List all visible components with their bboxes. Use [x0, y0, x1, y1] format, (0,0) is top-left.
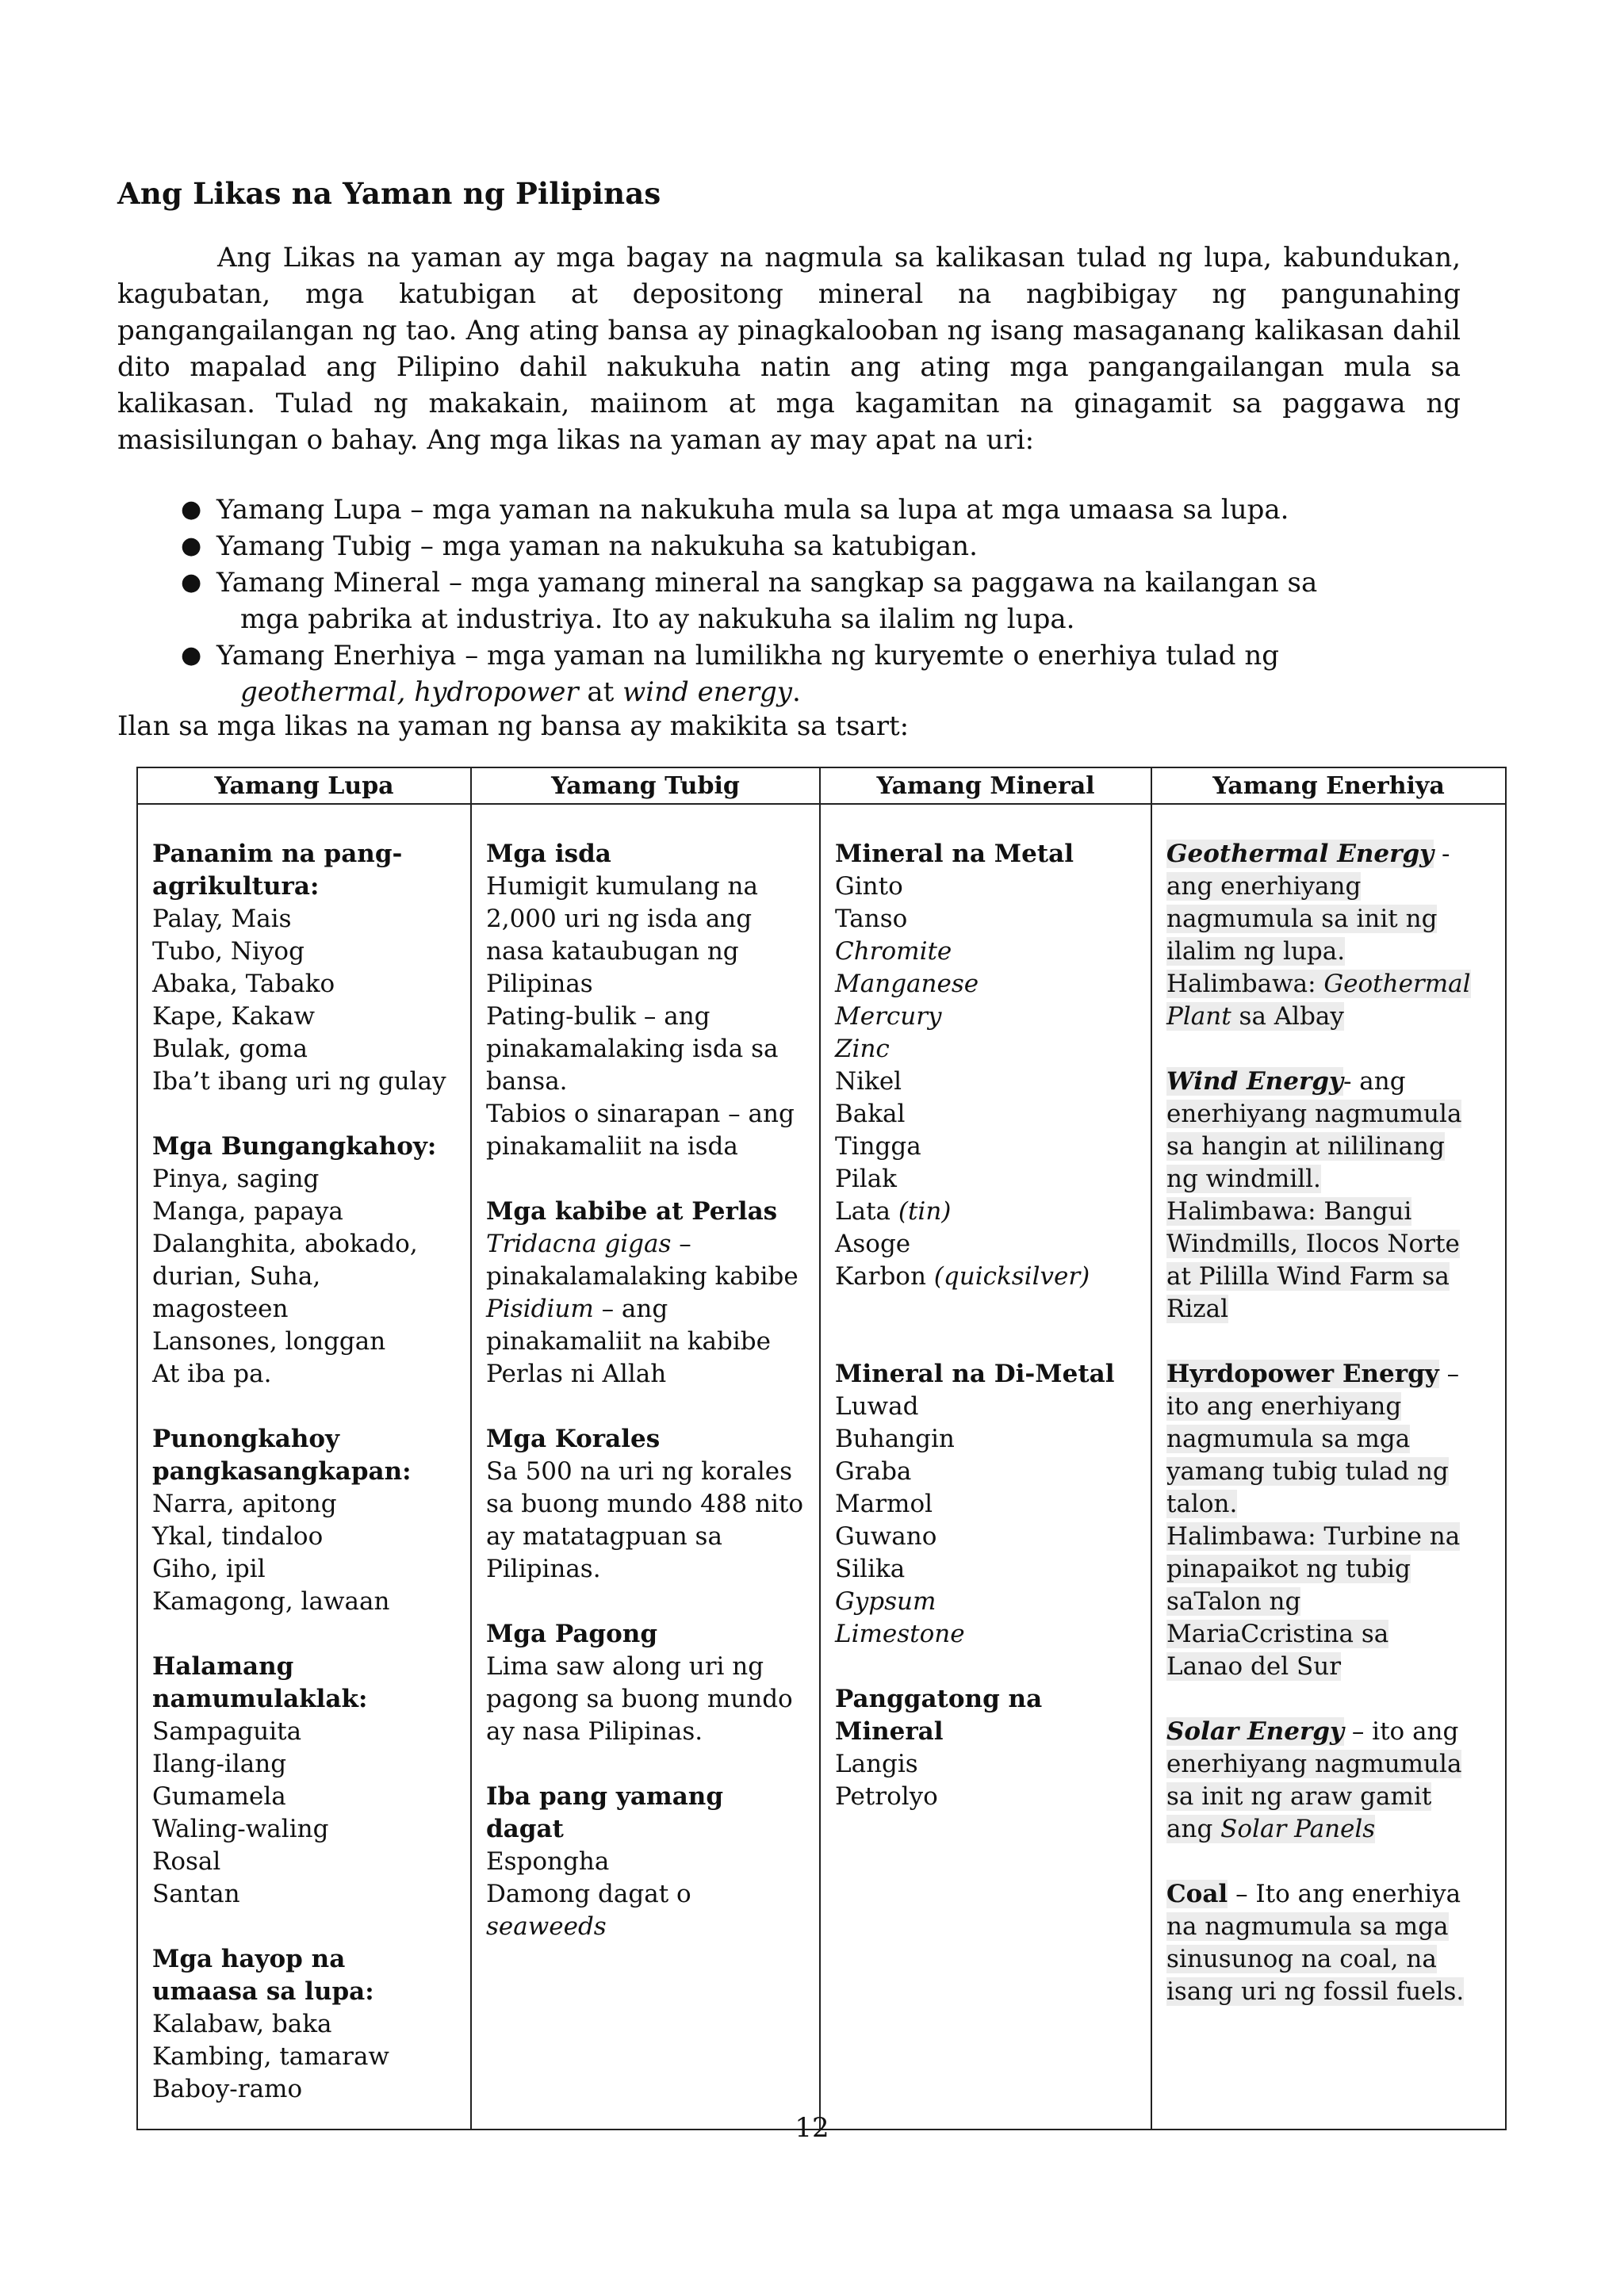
list-item: [1166, 1358, 1494, 1391]
resources-table: [136, 767, 1507, 2130]
energy-desc: - ang: [1342, 1067, 1406, 1096]
list-item: [181, 492, 1461, 528]
list-item: Chromite: [835, 937, 952, 966]
list-item: Humigit kumulang na 2,000 uri ng isda ang nasa kataubugan ng Pilipinas: [486, 872, 758, 998]
list-item: Dalanghita, abokado, durian, Suha, magosteen: [152, 1230, 418, 1323]
section-title: Mineral na Metal: [835, 840, 1074, 868]
list-item: [1166, 1163, 1494, 1196]
list-item: Tanso: [835, 905, 908, 933]
list-item: [1166, 838, 1494, 871]
energy-example: [1166, 970, 1471, 998]
section-title: Mga Bungangkahoy:: [152, 1132, 437, 1161]
resource-types-list: [181, 492, 1461, 710]
list-item: [1166, 1293, 1494, 1326]
cell-yamang-mineral: [820, 804, 1151, 2130]
list-item: [1166, 1456, 1494, 1488]
energy-desc-line: isang uri ng fossil fuels.: [1166, 1977, 1465, 2006]
bullet-enerhiya: Yamang Enerhiya – mga yaman na lumilikha ng kuryemte o enerhiya tulad ng: [216, 640, 1280, 672]
list-item: [1166, 1131, 1494, 1163]
energy-example: [1166, 1002, 1344, 1031]
bullet-icon: ●: [181, 568, 202, 596]
list-item: [1166, 1391, 1494, 1423]
species-name: Tridacna gigas: [486, 1230, 672, 1258]
bullet-icon: ●: [181, 496, 202, 523]
list-item: Ykal, tindaloo: [152, 1522, 324, 1551]
energy-desc-line: Windmills, Ilocos Norte: [1166, 1230, 1460, 1258]
list-item: Bulak, goma: [152, 1035, 308, 1063]
list-item: [1166, 936, 1494, 968]
list-item: Guwano: [835, 1522, 937, 1551]
list-item: Giho, ipil: [152, 1555, 266, 1583]
energy-title-geothermal: Geothermal Energy: [1166, 840, 1434, 868]
list-item: [1166, 1521, 1494, 1553]
list-item: Tingga: [835, 1132, 921, 1161]
list-item: Tabios o sinarapan – ang pinakamaliit na isda: [486, 1100, 795, 1161]
list-item: Espongha: [486, 1847, 610, 1876]
chart-lead-text: Ilan sa mga likas na yaman ng bansa ay makikita sa tsart:: [117, 710, 910, 742]
section-title: Mga hayop na umaasa sa lupa:: [152, 1945, 374, 2006]
list-item: Kape, Kakaw: [152, 1002, 315, 1031]
list-item: seaweeds: [486, 1912, 607, 1941]
period: .: [791, 676, 801, 708]
energy-desc-line: ilalim ng lupa.: [1166, 937, 1346, 966]
list-item: [1166, 1976, 1494, 2008]
list-item: [1166, 1586, 1494, 1618]
list-item: [1166, 1618, 1494, 1651]
list-item: Damong dagat o: [486, 1880, 691, 1908]
page-title: Ang Likas na Yaman ng Pilipinas: [117, 176, 661, 211]
section-title: Mga kabibe at Perlas: [486, 1197, 778, 1226]
header-yamang-mineral: Yamang Mineral: [820, 767, 1151, 804]
list-item: Perlas ni Allah: [486, 1360, 667, 1388]
list-item: Baboy-ramo: [152, 2075, 303, 2103]
list-item: Pinya, saging: [152, 1165, 320, 1193]
list-item: Ginto: [835, 872, 903, 901]
list-item: [1166, 1066, 1494, 1098]
bullet-icon: ●: [181, 532, 202, 560]
list-item: Gypsum: [835, 1587, 936, 1616]
list-item: [1166, 1781, 1494, 1813]
page-number: 12: [795, 2112, 829, 2144]
list-item: [1166, 1098, 1494, 1131]
energy-desc-line: enerhiyang nagmumula: [1166, 1750, 1462, 1778]
intro-text: Ang Likas na yaman ay mga bagay na nagmula sa kalikasan tulad ng lupa, kabundukan, kagubatan, mga katubigan at depositong mineral na nagbibigay ng pangunahing pangangailangan ng tao. Ang ating bansa ay pinagkalooban ng isang masaganang kalikasan dahil dito mapalad ang Pilipino dahil nakukuha natin ang ating mga pangangailangan mula sa kalikasan. Tulad ng makakain, maiinom at mga kagamitan na ginagamit sa paggawa ng masisilungan o bahay. Ang mga likas na yaman ay may apat na uri:: [117, 242, 1461, 456]
list-item: [1166, 1196, 1494, 1228]
list-item: Silika: [835, 1555, 906, 1583]
energy-title-hydropower: Hyrdopower Energy: [1166, 1360, 1439, 1388]
list-item: [1166, 903, 1494, 936]
dash: –: [1438, 1360, 1460, 1388]
list-item: [1166, 1878, 1494, 1911]
list-item: [1166, 968, 1494, 1001]
energy-desc-line: Halimbawa: Turbine na: [1166, 1522, 1461, 1551]
table-header-row: [137, 767, 1506, 804]
section-title: Punongkahoy pangkasangkapan:: [152, 1425, 412, 1486]
list-item: [1166, 1651, 1494, 1683]
bullet-icon: ●: [181, 641, 202, 669]
list-item: [1166, 1261, 1494, 1293]
header-yamang-tubig: Yamang Tubig: [471, 767, 820, 804]
cell-yamang-tubig: [471, 804, 820, 2130]
list-item: Langis: [835, 1750, 918, 1778]
header-yamang-lupa: Yamang Lupa: [137, 767, 471, 804]
list-item: [1166, 1813, 1494, 1846]
energy-desc-line: ng windmill.: [1166, 1165, 1321, 1193]
section-title: Mga isda: [486, 840, 611, 868]
list-item: Ilang-ilang: [152, 1750, 287, 1778]
list-item: Tubo, Niyog: [152, 937, 304, 966]
energy-desc-line: nagmumula sa init ng: [1166, 905, 1438, 933]
list-item: Manga, papaya: [152, 1197, 343, 1226]
list-item: [835, 1196, 1139, 1228]
energy-desc-line: nagmumula sa mga: [1166, 1425, 1411, 1453]
list-item: [1166, 1488, 1494, 1521]
list-item: Mercury: [835, 1002, 942, 1031]
bullet-mineral-cont: mga pabrika at industriya. Ito ay nakukuha sa ilalim ng lupa.: [240, 603, 1075, 635]
list-item: [181, 528, 1461, 564]
bullet-tubig: Yamang Tubig – mga yaman na nakukuha sa katubigan.: [216, 530, 978, 562]
list-item: Marmol: [835, 1490, 933, 1518]
energy-desc-line: Rizal: [1166, 1295, 1228, 1323]
list-item: [181, 637, 1461, 710]
energy-desc: – ito ang: [1343, 1717, 1459, 1746]
dash: -: [1434, 840, 1450, 868]
list-item: Lansones, longgan: [152, 1327, 386, 1356]
energy-desc-line: ito ang enerhiyang: [1166, 1392, 1402, 1421]
energy-title-coal: Coal: [1166, 1880, 1228, 1908]
list-item: Petrolyo: [835, 1782, 938, 1811]
conjunction: at: [578, 676, 623, 708]
species-desc: – ang pinakamaliit na kabibe: [486, 1295, 771, 1356]
energy-desc-line: sa init ng araw gamit: [1166, 1782, 1432, 1811]
list-item: Pilak: [835, 1165, 897, 1193]
list-item: [1166, 1553, 1494, 1586]
list-item: Kamagong, lawaan: [152, 1587, 390, 1616]
list-item: Buhangin: [835, 1425, 955, 1453]
list-item: Lima saw along uri ng pagong sa buong mundo ay nasa Pilipinas.: [486, 1652, 793, 1746]
energy-desc-line: MariaCcristina sa: [1166, 1620, 1389, 1648]
section-title: Halamang namumulaklak:: [152, 1652, 368, 1713]
list-item: [1166, 1228, 1494, 1261]
list-item: Narra, apitong: [152, 1490, 337, 1518]
list-item: Kambing, tamaraw: [152, 2042, 389, 2071]
list-item: [835, 1261, 1139, 1293]
cell-yamang-enerhiya: [1151, 804, 1506, 2130]
energy-desc-line: at Pililla Wind Farm sa: [1166, 1262, 1450, 1291]
list-item: [1166, 1001, 1494, 1033]
list-item: Sa 500 na uri ng korales sa buong mundo 488 nito ay matatagpuan sa Pilipinas.: [486, 1457, 804, 1583]
list-item: Luwad: [835, 1392, 919, 1421]
mineral-name: Karbon: [835, 1262, 934, 1291]
list-item: Abaka, Tabako: [152, 970, 335, 998]
list-item: Gumamela: [152, 1782, 286, 1811]
section-title: Mineral na Di-Metal: [835, 1360, 1115, 1388]
list-item: At iba pa.: [152, 1360, 272, 1388]
list-item: [1166, 1748, 1494, 1781]
list-item: Zinc: [835, 1035, 890, 1063]
section-title: Panggatong na Mineral: [835, 1685, 1043, 1746]
list-item: Kalabaw, baka: [152, 2010, 332, 2038]
list-item: [1166, 1716, 1494, 1748]
bullet-lupa: Yamang Lupa – mga yaman na nakukuha mula sa lupa at mga umaasa sa lupa.: [216, 494, 1289, 526]
energy-desc-line: [1166, 1815, 1375, 1843]
energy-desc-line: na nagmumula sa mga: [1166, 1912, 1449, 1941]
example-name: Geothermal: [1323, 970, 1471, 998]
energy-desc-line: Lanao del Sur: [1166, 1652, 1342, 1681]
energy-desc-line: sinusunog na coal, na: [1166, 1945, 1437, 1973]
desc-text: ang: [1166, 1815, 1221, 1843]
energy-desc-line: enerhiyang nagmumula: [1166, 1100, 1462, 1128]
list-item: Iba’t ibang uri ng gulay: [152, 1067, 446, 1096]
header-yamang-enerhiya: Yamang Enerhiya: [1151, 767, 1506, 804]
intro-paragraph: [117, 239, 1461, 458]
list-item: Pating-bulik – ang pinakamalaking isda sa bansa.: [486, 1002, 779, 1096]
list-item: Asoge: [835, 1230, 911, 1258]
list-item: [1166, 1911, 1494, 1943]
list-item: [1166, 871, 1494, 903]
cell-yamang-lupa: [137, 804, 471, 2130]
list-item: [486, 1293, 808, 1358]
list-item: Santan: [152, 1880, 240, 1908]
list-item: Rosal: [152, 1847, 221, 1876]
energy-desc-line: saTalon ng: [1166, 1587, 1301, 1616]
list-item: Graba: [835, 1457, 912, 1486]
energy-desc: – Ito ang enerhiya: [1228, 1880, 1461, 1908]
section-title: Iba pang yamang dagat: [486, 1782, 724, 1843]
energy-desc-line: yamang tubig tulad ng: [1166, 1457, 1449, 1486]
list-item: Bakal: [835, 1100, 906, 1128]
list-item: Waling-waling: [152, 1815, 329, 1843]
list-item: [1166, 1943, 1494, 1976]
energy-desc-line: ang enerhiyang: [1166, 872, 1362, 901]
list-item: Palay, Mais: [152, 905, 292, 933]
energy-desc-line: sa hangin at nililinang: [1166, 1132, 1445, 1161]
mineral-note: (quicksilver): [933, 1262, 1090, 1291]
section-title: Mga Korales: [486, 1425, 661, 1453]
energy-desc-line: talon.: [1166, 1490, 1238, 1518]
bullet-mineral: Yamang Mineral – mga yamang mineral na sangkap sa paggawa na kailangan sa: [216, 567, 1318, 599]
mineral-note: (tin): [898, 1197, 952, 1226]
energy-title-solar: Solar Energy: [1166, 1717, 1344, 1746]
energy-example-wind: wind energy: [622, 676, 792, 708]
example-label: Halimbawa:: [1166, 970, 1324, 998]
energy-examples: geothermal, hydropower: [240, 676, 579, 708]
example-name: Plant: [1166, 1002, 1231, 1031]
energy-title-wind: Wind Energy: [1166, 1067, 1343, 1096]
table-row: [137, 804, 1506, 2130]
desc-term: Solar Panels: [1220, 1815, 1376, 1843]
bullet-enerhiya-cont: [216, 674, 1461, 710]
mineral-name: Lata: [835, 1197, 898, 1226]
list-item: [1166, 1423, 1494, 1456]
species-name: Pisidium: [486, 1295, 594, 1323]
section-title: Pananim na pang-agrikultura:: [152, 840, 403, 901]
list-item: Sampaguita: [152, 1717, 302, 1746]
list-item: Nikel: [835, 1067, 902, 1096]
list-item: Manganese: [835, 970, 979, 998]
example-location: sa Albay: [1231, 1002, 1344, 1031]
list-item: Limestone: [835, 1620, 965, 1648]
species-desc: – pinakalamalaking kabibe: [486, 1230, 799, 1291]
list-item: [486, 1228, 808, 1293]
energy-desc-line: Halimbawa: Bangui: [1166, 1197, 1412, 1226]
section-title: Mga Pagong: [486, 1620, 658, 1648]
list-item: [181, 564, 1461, 637]
energy-desc-line: pinapaikot ng tubig: [1166, 1555, 1411, 1583]
